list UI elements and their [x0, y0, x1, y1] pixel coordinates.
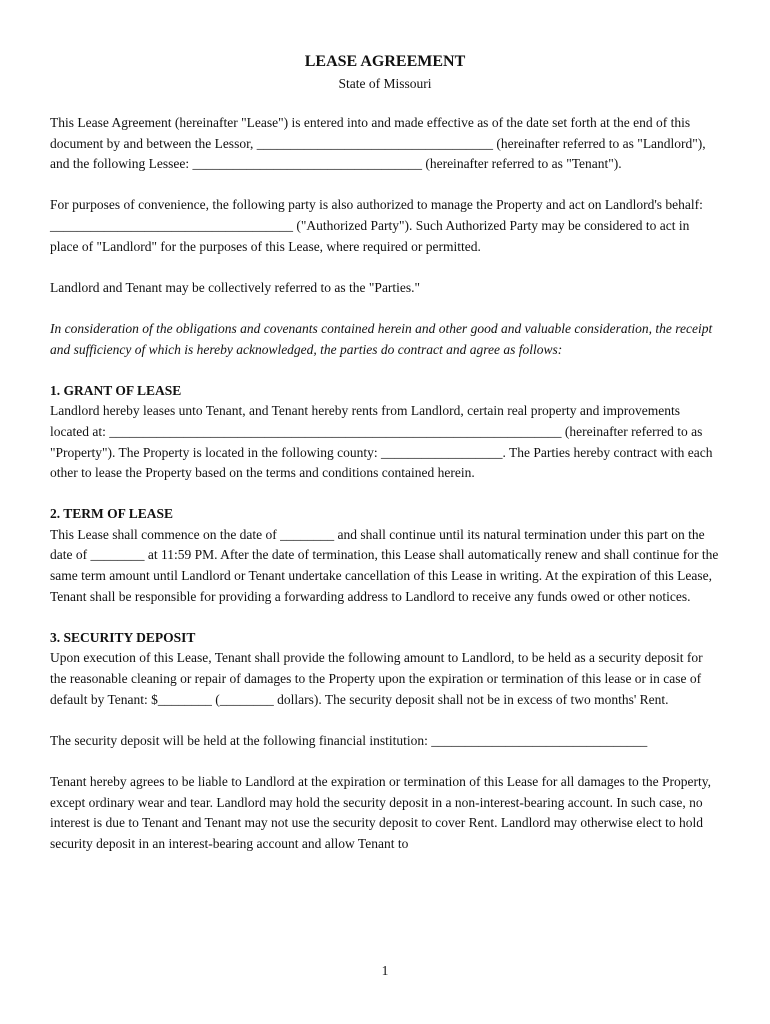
section-grant-of-lease [50, 381, 720, 484]
page-number: 1 [381, 963, 389, 978]
section-term-of-lease [50, 504, 720, 607]
consideration-paragraph: In consideration of the obligations and covenants contained herein and other good and valuable consideration, the receipt and sufficiency of which is hereby acknowledged, the parties do contract and agree as follows: [50, 320, 713, 357]
section-paragraph: The security deposit will be held at the following financial institution: ________________________________ [50, 732, 648, 748]
authorized-party-paragraph: For purposes of convenience, the following party is also authorized to manage the Property and act on Landlord's behalf: ____________________________________ ("Authorized Party"). Such Authorized Party may be considered to act in place of "Landlord" for the purposes of this Lease, where required or permitted. [50, 197, 703, 254]
document-title: LEASE AGREEMENT [304, 53, 466, 70]
section-heading: 2. TERM OF LEASE [50, 506, 174, 522]
intro-paragraph: This Lease Agreement (hereinafter "Lease") is entered into and made effective as of the date set forth at the end of this document by and between the Lessor, ___________________________________ (hereinafter referred to as "Landlord"), and the following Lessee: __________________________________ (hereinafter referred to as "Tenant"). [50, 115, 706, 172]
section-paragraph: Landlord hereby leases unto Tenant, and Tenant hereby rents from Landlord, certain real property and improvements located at: ___________________________________________________________________ (hereinafter referred to as "Property"). The Property is located in the following county: __________________. The Parties hereby contract with each other to lease the Property based on the terms and conditions contained herein. [50, 403, 713, 481]
section-paragraph: Upon execution of this Lease, Tenant shall provide the following amount to Landlord, to be held as a security deposit for the reasonable cleaning or repair of damages to the Property upon the expiration or termination of this lease or in case of default by Tenant: $________ (________ dollars). The security deposit shall not be in excess of two months' Rent. [50, 650, 703, 707]
section-heading: 1. GRANT OF LEASE [50, 382, 182, 398]
section-security-deposit [50, 628, 720, 855]
section-paragraph: This Lease shall commence on the date of ________ and shall continue until its natural termination under this part on the date of ________ at 11:59 PM. After the date of termination, this Lease shall automatically renew and shall continue for the same term amount until Landlord or Tenant undertake cancellation of this Lease in writing. At the expiration of this Lease, Tenant shall be responsible for providing a forwarding address to Landlord to receive any funds owed or other notices. [50, 526, 719, 604]
document-subtitle: State of Missouri [338, 76, 432, 91]
section-heading: 3. SECURITY DEPOSIT [50, 629, 196, 645]
parties-paragraph: Landlord and Tenant may be collectively referred to as the "Parties." [50, 279, 421, 295]
section-paragraph: Tenant hereby agrees to be liable to Landlord at the expiration or termination of this Lease for all damages to the Property, except ordinary wear and tear. Landlord may hold the security deposit in a non-interest-bearing account. In such case, no interest is due to Tenant and Tenant may not use the security deposit to cover Rent. Landlord may otherwise elect to hold security deposit in an interest-bearing account and allow Tenant to [50, 774, 711, 851]
document-page [50, 52, 720, 854]
